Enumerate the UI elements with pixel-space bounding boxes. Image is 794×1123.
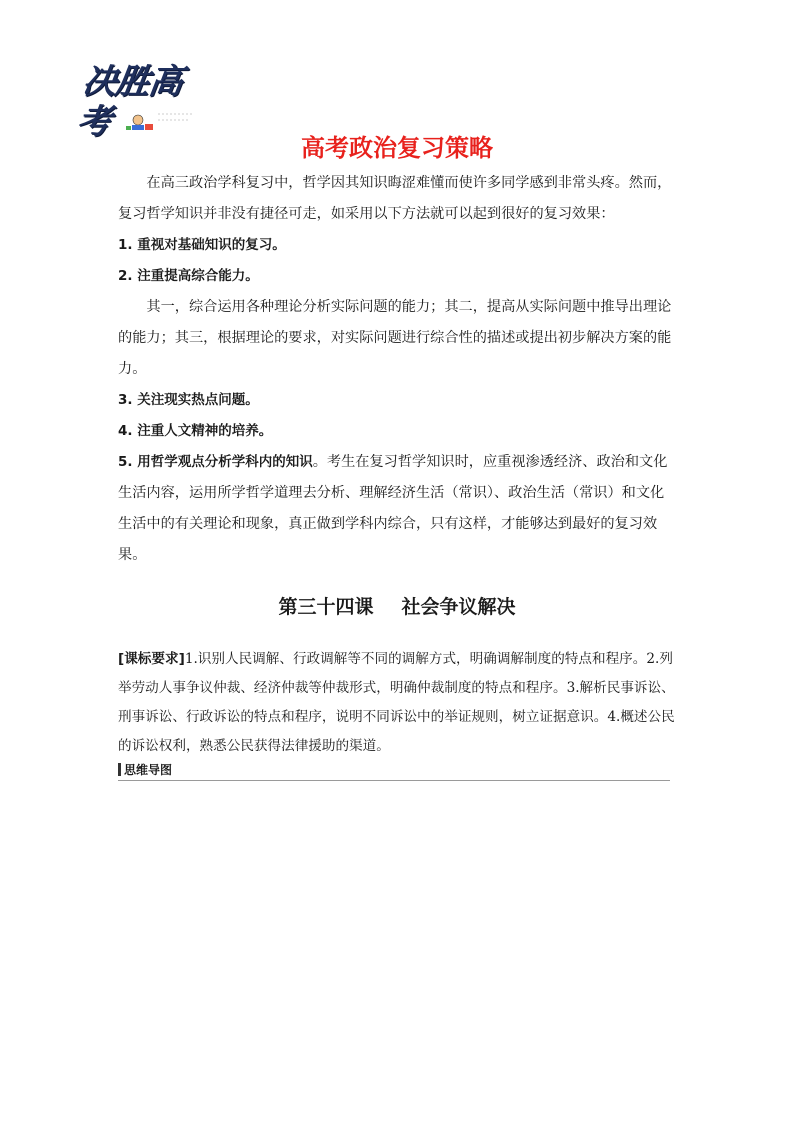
mindmap-header	[118, 762, 670, 781]
section-marker-icon	[118, 763, 121, 776]
page-title: 高考政治复习策略	[301, 134, 493, 162]
logo-text: 决胜高考	[74, 62, 185, 142]
intro-section	[118, 168, 678, 571]
point-1: 1. 重视对基础知识的复习。	[118, 237, 286, 253]
point-5-heading: 5. 用哲学观点分析学科内的知识	[118, 454, 313, 470]
intro-paragraph: 在高三政治学科复习中，哲学因其知识晦涩难懂而使许多同学感到非常头疼。然而，复习哲学知识并非没有捷径可走，如采用以下方法就可以起到很好的复习效果：	[118, 175, 672, 222]
lesson-title	[0, 592, 794, 622]
point-5	[118, 447, 678, 571]
point-2-detail: 其一，综合运用各种理论分析实际问题的能力；其二，提高从实际问题中推导出理论的能力；其三，根据理论的要求，对实际问题进行综合性的描述或提出初步解决方案的能力。	[118, 299, 672, 377]
point-5-text: 。考生在复习哲学知识时，应重视渗透经济、政治和文化生活内容，运用所学哲学道理去分析、理解经济生活（常识）、政治生活（常识）和文化生活中的有关理论和现象，真正做到学科内综合，只有这样，才能够达到最好的复习效果。	[118, 454, 668, 563]
point-2: 2. 注重提高综合能力。	[118, 268, 259, 284]
mindmap-label: 思维导图	[124, 763, 173, 777]
requirements-tag: [课标要求]	[118, 651, 185, 667]
lesson-name: 社会争议解决	[401, 596, 516, 618]
requirements-text: 1.识别人民调解、行政调解等不同的调解方式，明确调解制度的特点和程序。2.列举劳动人事争议仲裁、经济仲裁等仲裁形式，明确仲裁制度的特点和程序。3.解析民事诉讼、刑事诉讼、行政诉讼的特点和程序，说明不同诉讼中的举证规则，树立证据意识。4.概述公民的诉讼权利，熟悉公民获得法律援助的渠道。	[118, 651, 675, 754]
curriculum-requirements	[118, 645, 680, 761]
lesson-number: 第三十四课	[278, 596, 374, 618]
point-3: 3. 关注现实热点问题。	[118, 392, 259, 408]
point-4: 4. 注重人文精神的培养。	[118, 423, 273, 439]
logo	[74, 62, 210, 142]
